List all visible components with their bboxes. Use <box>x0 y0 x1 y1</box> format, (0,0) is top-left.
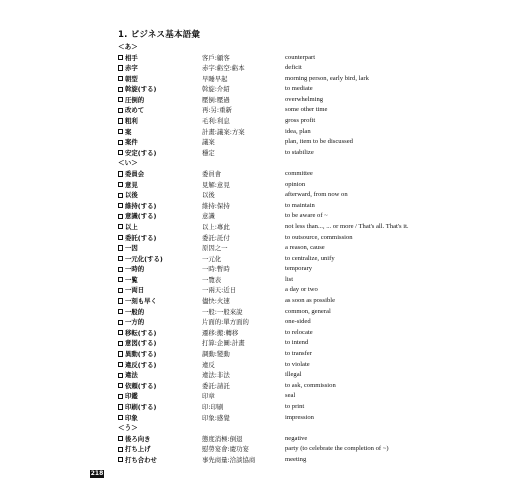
section-heading: ＜う＞ <box>118 424 138 433</box>
vocab-row <box>118 444 438 455</box>
chinese-translation: 維持:保持 <box>202 201 230 210</box>
checkbox-square-icon <box>118 309 123 314</box>
chinese-translation: 違反 <box>202 360 215 369</box>
checkbox-square-icon <box>118 87 123 92</box>
chinese-translation: 見解:意見 <box>202 180 230 189</box>
japanese-term: 意識(する) <box>125 212 157 221</box>
japanese-term: 印象 <box>125 413 138 422</box>
chinese-translation: 早睡早起 <box>202 74 228 83</box>
chinese-translation: 一兩天:近日 <box>202 286 237 295</box>
english-translation: morning person, early bird, lark <box>285 74 369 82</box>
japanese-term: 違法 <box>125 371 138 380</box>
chinese-translation: 穩定 <box>202 148 215 157</box>
chinese-translation: 斡旋:介紹 <box>202 85 230 94</box>
checkbox-square-icon <box>118 76 123 81</box>
english-translation: overwhelming <box>285 95 324 103</box>
english-translation: party (to celebrate the completion of ~) <box>285 445 389 453</box>
chinese-translation: 慰勞宴會:慶功宴 <box>202 445 249 454</box>
checkbox-square-icon <box>118 330 123 335</box>
vocab-row <box>118 349 438 360</box>
chinese-translation: 遷移:搬:轉移 <box>202 328 239 337</box>
checkbox-square-icon <box>118 277 123 282</box>
english-translation: idea, plan <box>285 127 311 135</box>
japanese-term: 赤字 <box>125 64 138 73</box>
japanese-term: 斡旋(する) <box>125 85 157 94</box>
checkbox-square-icon <box>118 256 123 261</box>
page-number: 218 <box>90 470 104 477</box>
checkbox-square-icon <box>118 320 123 325</box>
checkbox-square-icon <box>118 140 123 145</box>
japanese-term: 維持(する) <box>125 201 157 210</box>
japanese-term: 以上 <box>125 222 138 231</box>
chinese-translation: 原因之一 <box>202 244 228 253</box>
checkbox-square-icon <box>118 203 123 208</box>
japanese-term: 一刻も早く <box>125 297 157 306</box>
checkbox-square-icon <box>118 118 123 123</box>
checkbox-square-icon <box>118 404 123 409</box>
section-heading: ＜い＞ <box>118 159 138 168</box>
japanese-term: 異動(する) <box>125 350 157 359</box>
vocab-row <box>118 455 438 466</box>
vocab-row <box>118 116 438 127</box>
english-translation: meeting <box>285 455 307 463</box>
chinese-translation: 再:另:重新 <box>202 106 232 115</box>
vocab-row <box>118 391 438 402</box>
chinese-translation: 一元化 <box>202 254 222 263</box>
chinese-translation: 計畫:議案:方案 <box>202 127 245 136</box>
japanese-term: 印刷(する) <box>125 403 157 411</box>
japanese-term: 打ち合わせ <box>125 455 157 464</box>
japanese-term: 委員会 <box>125 169 145 178</box>
chinese-translation: 以上:專此 <box>202 222 230 231</box>
english-translation: illegal <box>285 371 302 379</box>
vocab-row <box>118 370 438 381</box>
chinese-translation: 儘快:火速 <box>202 297 230 306</box>
chinese-translation: 意識 <box>202 212 215 221</box>
english-translation: to intend <box>285 339 309 347</box>
checkbox-square-icon <box>118 150 123 155</box>
english-translation: a reason, cause <box>285 244 325 252</box>
japanese-term: 朝型 <box>125 74 138 83</box>
english-translation: temporary <box>285 265 313 273</box>
japanese-term: 安定(する) <box>125 148 157 157</box>
english-translation: list <box>285 275 294 283</box>
vocab-row <box>118 233 438 244</box>
vocab-row <box>118 307 438 318</box>
checkbox-square-icon <box>118 55 123 60</box>
chinese-translation: 事先商量:洽談協商 <box>202 455 256 464</box>
japanese-term: 違反(する) <box>125 360 157 369</box>
japanese-term: 委託(する) <box>125 233 157 242</box>
vocab-row <box>118 243 438 254</box>
english-translation: common, general <box>285 307 331 315</box>
checkbox-square-icon <box>118 362 123 367</box>
chinese-translation: 毛利:利息 <box>202 117 230 126</box>
page-title: 1. ビジネス基本語彙 <box>118 30 201 40</box>
chinese-translation: 違法:非法 <box>202 371 230 380</box>
checkbox-square-icon <box>118 383 123 388</box>
english-translation: to print <box>285 403 305 410</box>
japanese-term: 一両日 <box>125 286 145 295</box>
japanese-term: 一覧 <box>125 275 138 284</box>
checkbox-square-icon <box>118 457 123 462</box>
checkbox-square-icon <box>118 129 123 134</box>
english-translation: to be aware of ~ <box>285 212 328 220</box>
checkbox-square-icon <box>118 373 123 378</box>
japanese-term: 意見 <box>125 180 138 189</box>
english-translation: to ask, commission <box>285 381 336 389</box>
chinese-translation: 委託:託付 <box>202 233 230 242</box>
japanese-term: 意図(する) <box>125 339 157 348</box>
vocab-row <box>118 402 438 413</box>
checkbox-square-icon <box>118 245 123 250</box>
english-translation: some other time <box>285 106 328 114</box>
chinese-translation: 態度消極:倒退 <box>202 434 243 443</box>
vocab-row <box>118 190 438 201</box>
english-translation: afterward, from now on <box>285 191 348 199</box>
english-translation: seal <box>285 392 296 400</box>
english-translation: deficit <box>285 64 302 72</box>
english-translation: to relocate <box>285 328 313 336</box>
english-translation: negative <box>285 434 308 442</box>
english-translation: plan, item to be discussed <box>285 138 353 146</box>
chinese-translation: 打算:企圖:計畫 <box>202 339 245 348</box>
vocab-row <box>118 285 438 296</box>
vocab-row <box>118 53 438 64</box>
english-translation: counterpart <box>285 53 316 61</box>
chinese-translation: 調動:變動 <box>202 350 230 359</box>
vocab-row <box>118 105 438 116</box>
checkbox-square-icon <box>118 267 123 272</box>
checkbox-square-icon <box>118 97 123 102</box>
chinese-translation: 赤字:虧空:虧本 <box>202 64 245 73</box>
english-translation: as soon as possible <box>285 297 336 305</box>
japanese-term: 案 <box>125 127 132 136</box>
checkbox-square-icon <box>118 171 123 176</box>
vocab-row <box>118 74 438 85</box>
english-translation: impression <box>285 413 314 421</box>
english-translation: to stabilize <box>285 148 314 156</box>
chinese-translation: 印:印刷 <box>202 403 224 411</box>
checkbox-square-icon <box>118 394 123 399</box>
japanese-term: 相手 <box>125 53 138 62</box>
chinese-translation: 印象:感覺 <box>202 413 230 422</box>
checkbox-square-icon <box>118 341 123 346</box>
vocab-row <box>118 180 438 191</box>
english-translation: one-sided <box>285 318 311 326</box>
checkbox-square-icon <box>118 288 123 293</box>
vocab-row <box>118 169 438 180</box>
english-translation: to transfer <box>285 350 312 358</box>
japanese-term: 印鑑 <box>125 392 138 401</box>
vocab-row <box>118 360 438 371</box>
chinese-translation: 議案 <box>202 138 215 147</box>
vocab-row <box>118 95 438 106</box>
japanese-term: 一元化(する) <box>125 254 163 263</box>
english-translation: to violate <box>285 360 310 368</box>
japanese-term: 一方的 <box>125 318 145 327</box>
checkbox-square-icon <box>118 447 123 452</box>
vocab-row <box>118 317 438 328</box>
vocab-row <box>118 254 438 265</box>
vocab-row <box>118 338 438 349</box>
chinese-translation: 一時:暫時 <box>202 265 230 274</box>
vocab-row <box>118 328 438 339</box>
vocab-row <box>118 296 438 307</box>
chinese-translation: 客戶:顧客 <box>202 53 230 62</box>
japanese-term: 一時的 <box>125 265 145 274</box>
chinese-translation: 壓倒:壓過 <box>202 95 230 104</box>
japanese-term: 打ち上げ <box>125 445 151 454</box>
english-translation: to maintain <box>285 201 315 209</box>
japanese-term: 一因 <box>125 244 138 253</box>
english-translation: a day or two <box>285 286 318 294</box>
chinese-translation: 以後 <box>202 191 215 200</box>
english-translation: opinion <box>285 180 306 188</box>
chinese-translation: 委員會 <box>202 169 222 178</box>
checkbox-square-icon <box>118 224 123 229</box>
chinese-translation: 委託:請託 <box>202 381 230 390</box>
japanese-term: 後ろ向き <box>125 434 151 443</box>
vocab-row <box>118 137 438 148</box>
english-translation: to centralize, unify <box>285 254 335 262</box>
japanese-term: 移転(する) <box>125 328 157 337</box>
section-heading: ＜あ＞ <box>118 43 138 51</box>
vocab-row <box>118 127 438 138</box>
japanese-term: 圧倒的 <box>125 95 145 104</box>
vocab-row <box>118 413 438 424</box>
japanese-term: 一般的 <box>125 307 145 316</box>
japanese-term: 依頼(する) <box>125 381 157 390</box>
vocab-row <box>118 63 438 74</box>
chinese-translation: 印章 <box>202 392 215 401</box>
vocab-row <box>118 148 438 159</box>
japanese-term: 粗利 <box>125 117 138 126</box>
vocab-row <box>118 222 438 233</box>
japanese-term: 改めて <box>125 106 145 115</box>
japanese-term: 案件 <box>125 138 138 147</box>
english-translation: not less than..., ... or more / That's all. That's it. <box>285 222 409 230</box>
vocab-row <box>118 84 438 95</box>
chinese-translation: 片面的:單方面的 <box>202 318 249 327</box>
checkbox-square-icon <box>118 182 123 187</box>
checkbox-square-icon <box>118 214 123 219</box>
vocab-row <box>118 211 438 222</box>
checkbox-square-icon <box>118 298 123 303</box>
checkbox-square-icon <box>118 415 123 420</box>
checkbox-square-icon <box>118 193 123 198</box>
checkbox-square-icon <box>118 351 123 356</box>
vocab-row <box>118 264 438 275</box>
vocab-row <box>118 275 438 286</box>
english-translation: to mediate <box>285 85 313 93</box>
english-translation: gross profit <box>285 117 316 125</box>
vocab-row <box>118 381 438 392</box>
english-translation: committee <box>285 169 313 177</box>
vocab-row <box>118 201 438 212</box>
vocabulary-list <box>118 42 438 465</box>
japanese-term: 以後 <box>125 191 138 200</box>
chinese-translation: 一般:一般來說 <box>202 307 243 316</box>
checkbox-square-icon <box>118 235 123 240</box>
english-translation: to outsource, commission <box>285 233 353 241</box>
checkbox-square-icon <box>118 65 123 70</box>
chinese-translation: 一覽表 <box>202 275 222 284</box>
checkbox-square-icon <box>118 108 123 113</box>
vocab-row <box>118 434 438 445</box>
checkbox-square-icon <box>118 436 123 441</box>
